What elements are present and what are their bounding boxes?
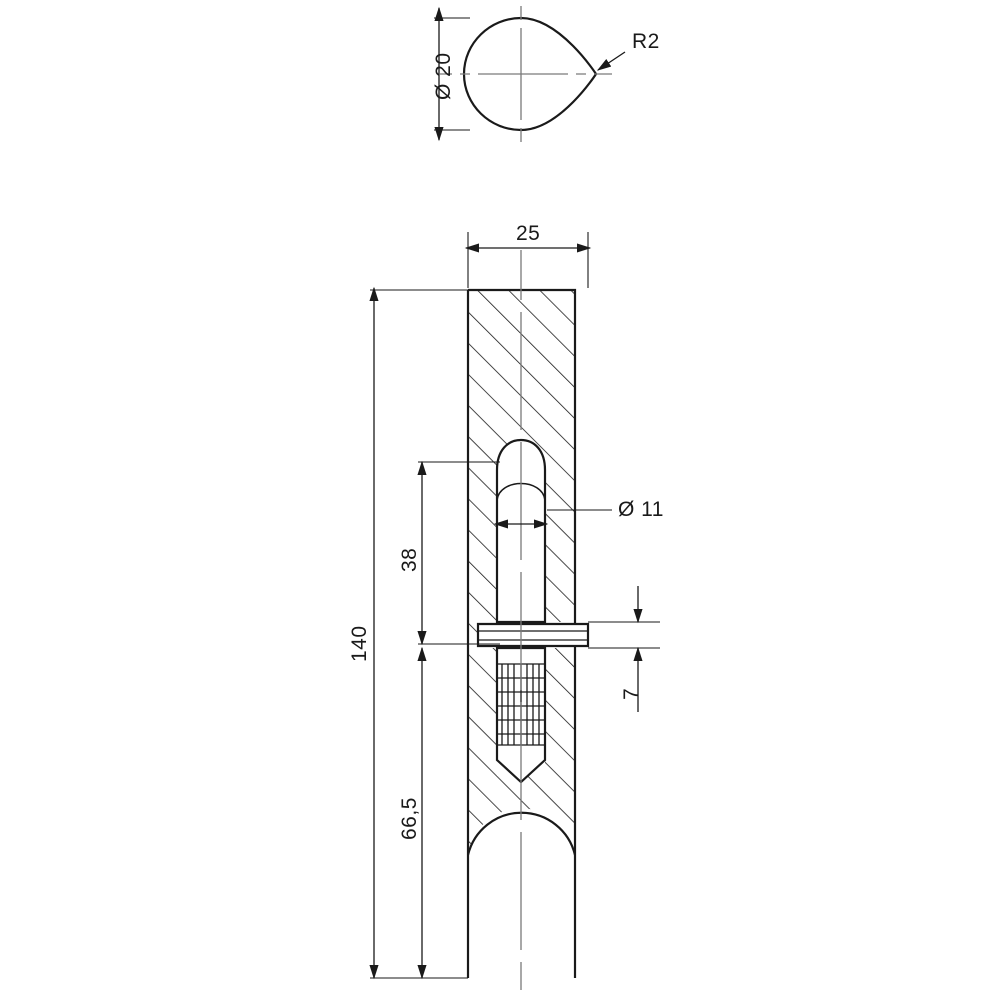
dimension-label-dia20: Ø 20: [432, 52, 455, 100]
dimension-label-25: 25: [516, 222, 541, 245]
dimension-label-66-5: 66,5: [398, 797, 421, 840]
dimension-label-dia11: Ø 11: [618, 498, 664, 521]
pin-collar: [478, 624, 588, 646]
dimension-label-r2: R2: [632, 30, 660, 53]
front-section-view: [370, 232, 660, 990]
dimension-label-38: 38: [398, 547, 421, 572]
leader-line-r2: [598, 52, 625, 70]
dimension-label-7: 7: [620, 687, 643, 700]
dimension-label-140: 140: [348, 625, 371, 662]
top-cross-section-view: [434, 6, 625, 142]
